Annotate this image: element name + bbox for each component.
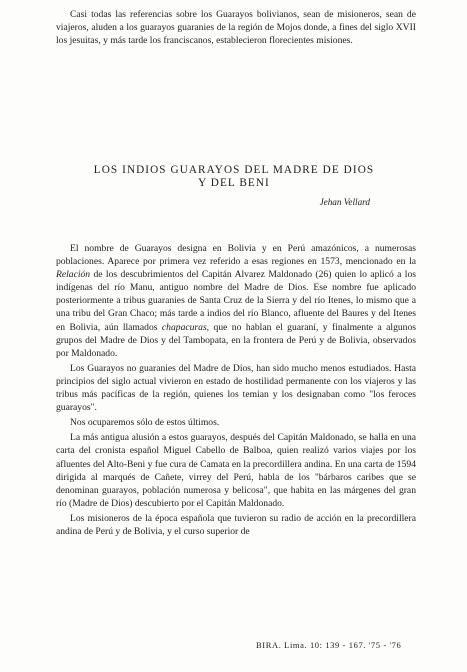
paragraph-references: Casi todas las referencias sobre los Guarayos bolivianos, sean de misioneros, sean de viajeros, aluden a los guarayos guaranies de la región de Mojos donde, a fines del siglo XVII los jesuitas, y más tarde los franciscanos, establecieron florecientes misiones. <box>56 9 416 47</box>
paragraph-intro: El nombre de Guarayos designa en Bolivia y en Perú amazónicos, a numerosas poblaciones. Aparece por primera vez referido a esas regiones en 1573, mencionado en la Relación de los descubrimientos del Capitán Alvarez Maldonado (26) quien lo aplicó a los indígenas del río Manu, antiguo nombre del Madre de Dios. Ese nombre fue aplicado posteriormente a tribus guaranies de Santa Cruz de la Sierra y del río Itenes, lo mismo que a una tribu del Gran Chaco; más tarde a indios del río Blanco, afluente del Baures y del Itenes en Bolivia, aún llamados chapacuras, que no hablan el guaraní, y finalmente a algunos grupos del Madre de Dios y del Tambopata, en la frontera de Perú y de Bolivia, observados por Maldonado. <box>56 243 416 359</box>
article-title <box>60 164 408 190</box>
intro-text <box>56 242 416 540</box>
title-line-1: LOS INDIOS GUARAYOS DEL MADRE DE DIOS <box>93 164 375 176</box>
author-name: Jehan Vellard <box>319 197 370 207</box>
paragraph-oldest-mention: La más antigua alusión a estos guarayos, después del Capitán Maldonado, se halla en una carta del cronista español Miguel Cabello de Balboa, quien realizó varios viajes por los afluentes del Alto-Beni y fue cura de Camata en la precordillera andina. En una carta de 1594 dirigida al marqués de Cañete, virrey del Perú, habla de los "bárbaros caribes que se denominan guarayos, población numerosa y belicosa", que habita en las márgenes del gran río (Madre de Dios) descubierto por el Capitán Maldonado. <box>56 432 416 509</box>
paragraph-short: Nos ocuparemos sólo de estos últimos. <box>70 417 220 429</box>
paragraph-missionaries: Los misioneros de la época española que tuvieron su radio de acción en la precordillera andina de Perú y de Bolivia, y el curso superior de <box>56 512 416 537</box>
body-text <box>56 8 416 158</box>
paragraph-less-studied: Los Guarayos no guaranies del Madre de Dios, han sido mucho menos estudiados. Hasta principios del siglo actual vivieron en estado de hostilidad permanente con los viajeros y las tribus más pacíficas de la región, quienes los temian y los designaban como "los feroces guarayos". <box>56 362 416 414</box>
title-line-2: Y DEL BENI <box>198 177 270 189</box>
chapacuras-italic: chapacuras, <box>161 321 210 333</box>
page-footer: BIRA. Lima. 10: 139 - 167. '75 - '76 <box>256 640 402 650</box>
relacion-italic: Relación <box>56 269 91 281</box>
